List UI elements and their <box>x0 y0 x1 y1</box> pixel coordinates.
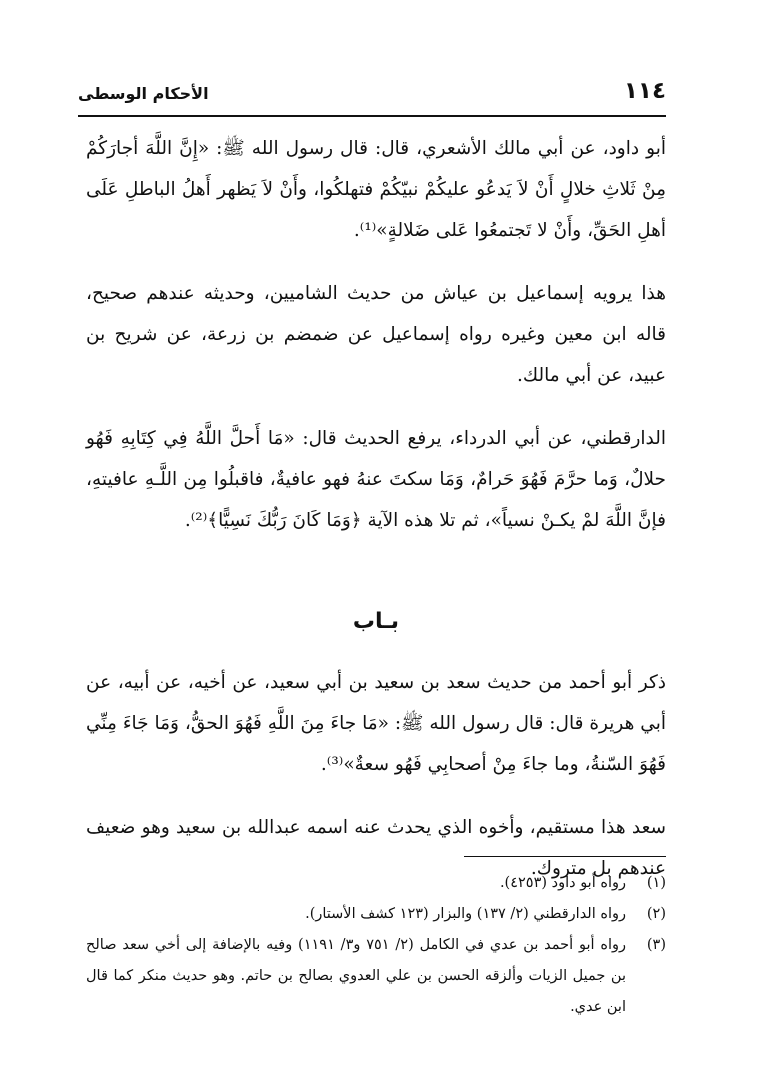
footnote-rule <box>464 856 666 857</box>
footnote-number: (٣) <box>646 937 666 953</box>
header-rule <box>78 115 666 117</box>
footnote-number: (٢) <box>646 906 666 922</box>
paragraph-saad-comment: سعد هذا مستقيم، وأخوه الذي يحدث عنه اسمه عبدالله بن سعيد وهو ضعيف عندهم بل متروك. <box>86 817 666 879</box>
paragraph-daraqutni: الدارقطني، عن أبي الدرداء، يرفع الحديث قال: «مَا أَحلَّ اللَّهُ فِي كِتَابِهِ فَهُو حلالٌ، وَما حرَّمَ فَهُوَ حَرامٌ، وَمَا سكتَ عنهُ فهو عافيةٌ، فاقبلُوا مِن اللَّـهِ عافيتهِ، فإنَّ اللَّهَ لمْ يكـنْ نسياً»، ثم تلا هذه الآية ﴿وَمَا كَانَ رَبُّكَ نَسِيًّا﴾⁽²⁾. <box>86 428 666 531</box>
running-head <box>78 78 666 112</box>
footnote-number: (١) <box>646 875 666 891</box>
main-text <box>86 128 666 911</box>
footnote-item <box>86 868 666 899</box>
book-title: الأحكام الوسطى <box>78 84 209 103</box>
footnotes <box>86 868 666 1023</box>
footnote-text: رواه أبو داود (٤٢٥٣). <box>499 875 626 891</box>
footnote-text: رواه الدارقطني (٢/ ١٣٧) والبزار (١٢٣ كشف الأستار). <box>305 906 626 922</box>
footnote-text: رواه أبو أحمد بن عدي في الكامل (٢/ ٧٥١ و٣/ ١١٩١) وفيه بالإضافة إلى أخي سعد صالح بن جميل الزيات وألزقه الحسن بن علي العدوي بصالح بن حاتم. وهو حديث منكر كما قال ابن عدي. <box>86 937 626 1015</box>
paragraph-abu-dawud: أبو داود، عن أبي مالك الأشعري، قال: قال رسول الله ﷺ: «إِنَّ اللَّهَ أجارَكُمْ مِنْ ثَلاثِ خلالٍ أَنْ لاَ يَدعُو عليكُمْ نبيّكُمْ فتهلكُوا، وأَنْ لاَ يَظهر أَهلُ الباطلِ عَلَى أهلِ الحَقِّ، وأَنْ لا تَجتمعُوا عَلى ضَلالةٍ»⁽¹⁾. <box>86 138 666 241</box>
footnote-item <box>86 930 666 1023</box>
footnote-item <box>86 899 666 930</box>
paragraph-ismail-comment: هذا يرويه إسماعيل بن عياش من حديث الشاميين، وحديثه عندهم صحيح، قاله ابن معين وغيره رواه إسماعيل عن ضمضم بن زرعة، عن شريح بن عبيد، عن أبي مالك. <box>86 283 666 386</box>
page-number: ١١٤ <box>623 78 666 104</box>
section-title: بـاب <box>352 609 400 634</box>
paragraph-abu-ahmad: ذكر أبو أحمد من حديث سعد بن سعيد بن أبي سعيد، عن أخيه، عن أبيه، عن أبي هريرة قال: قال رسول الله ﷺ: «مَا جاءَ مِنَ اللَّهِ فَهُوَ الحقُّ، وَمَا جَاءَ مِنِّي فَهُوَ السّنةُ، وما جاءَ مِنْ أصحابِي فَهُو سعةٌ»⁽³⁾. <box>86 672 666 775</box>
